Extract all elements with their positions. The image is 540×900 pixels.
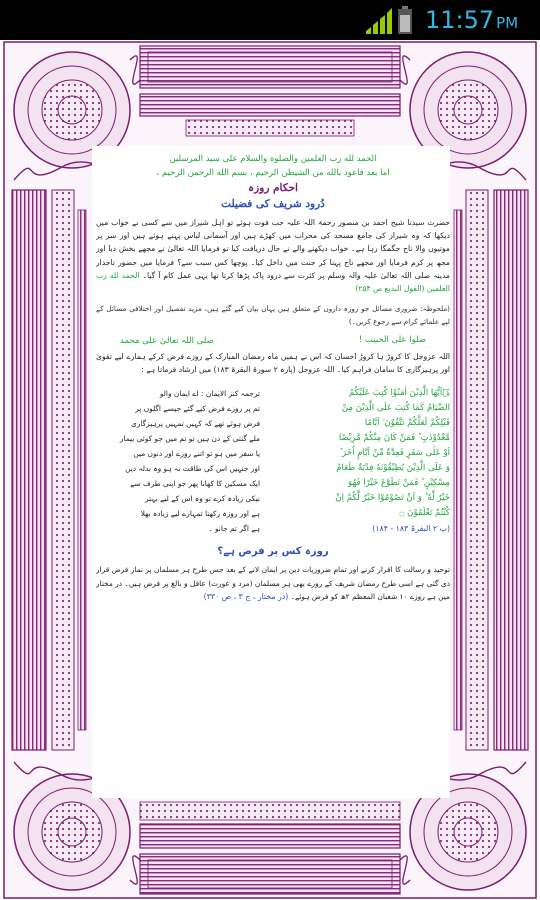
translation-line: ایک مسکین کا کھانا پھر جو اپنی طرف سے xyxy=(130,479,260,489)
translation-line: ہے اگر تم جانو ۔ xyxy=(208,524,260,534)
quran-line: كُنْتُمْ تَعْلَمُوْنَ ۝ xyxy=(399,508,450,519)
quran-line: مَّعْدُوْدٰتٍ ؕ فَمَنْ كَانَ مِنْكُمْ مَّرِیْضًا xyxy=(338,433,450,444)
translation-line: ترجمہ کنز الایمان : اے ایمان والو xyxy=(159,389,260,399)
durood-right: صلوا علی الحبیب ! xyxy=(358,334,426,345)
opening-line-1: الحمد لله رب العلمين والصلوة والسلام علی سید المرسلین xyxy=(169,154,377,164)
translation-line: ہے اور روزہ رکھنا تمہارے لیے زیادہ بھلا xyxy=(140,509,260,519)
quran-line: قَبْلِكُمْ لَعَلَّكُمْ تَتَّقُوْنَ ۙ اَیَّامًا xyxy=(364,418,450,429)
clock-ampm: PM xyxy=(496,14,519,32)
opening-line-2: اما بعد فاعوذ بالله من الشیطن الرجیم ، بسم الله الرحمن الرحیم ، xyxy=(156,168,390,178)
title-ahkam-roza: احکام روزہ xyxy=(248,182,298,194)
translation-line: فرض ہوئے تھے کہ کہیں تمہیں پرہیزگاری xyxy=(131,419,260,429)
quran-line: خَیْرٌ لَّهٗ ؕ وَ اَنْ تَصُوْمُوْا خَیْرٌ لَّكُمْ اِنْ xyxy=(335,493,450,504)
paragraph-1 xyxy=(96,216,450,295)
quran-translation-columns xyxy=(96,386,450,536)
paragraph-3-text: توحید و رسالت کا اقرار کرنے اور تمام ضروریات دین پر ایمان لانے کے بعد جس طرح ہر مسلمان پر نماز فرض قرار دی گئی ہے اسی طرح رمضان شریف کے روزے بھی ہر مسلمان (مرد و عورت) عاقل و بالغ پر فرض ہیں۔ در مختار میں ہے روزے ۱۰ شعبان المعظم ۲ھ کو فرض ہوئے۔ xyxy=(96,565,450,602)
paragraph-3 xyxy=(96,563,450,603)
translation-line: تم پر روزے فرض کیے گئے جیسے اگلوں پر xyxy=(135,404,260,414)
paragraph-1-end: الحمد لله رب العلمین xyxy=(96,270,450,294)
document-content xyxy=(96,152,450,798)
quran-line: مِسْكِیْنٍ ؕ فَمَنْ تَطَوَّعَ خَیْرًا فَهُوَ xyxy=(348,478,450,489)
quran-column xyxy=(270,386,450,536)
translation-column xyxy=(100,386,260,536)
quran-line: یٰۤاَیُّهَا الَّذِیْنَ اٰمَنُوْا كُتِبَ عَلَیْكُمُ xyxy=(348,388,450,399)
paragraph-1-ref: (القول البدیع ص ۲۵۴) xyxy=(355,284,425,294)
title-durood-fazilat: دُرود شریف کی فضیلت xyxy=(221,198,325,210)
battery-icon xyxy=(397,6,413,34)
paragraph-3-ref: (در مختار ، ج ۳ ، ص ۳۳۰) xyxy=(203,592,289,602)
quran-line: الصِّیَامُ كَمَا كُتِبَ عَلَى الَّذِیْنَ مِنْ xyxy=(341,403,450,414)
translation-line: یا سفر میں ہو تو اتنے روزے اور دنوں میں xyxy=(133,449,260,459)
quran-line: اَوْ عَلٰى سَفَرٍ فَعِدَّةٌ مِّنْ اَیَّامٍ اُخَرَ ؕ xyxy=(339,448,450,459)
translation-line: اور جنہیں اس کی طاقت نہ ہو وہ بدلہ دیں xyxy=(125,464,260,474)
durood-row xyxy=(96,335,450,346)
translation-line: نیکی زیادہ کرے تو وہ اس کے لیے بہتر xyxy=(145,494,260,504)
clock-time: 11:57 xyxy=(425,6,495,34)
subtitle-roza-farz: روزہ کس پر فرض ہے؟ xyxy=(217,546,329,558)
document-page[interactable] xyxy=(0,40,540,900)
status-bar xyxy=(0,0,540,40)
paragraph-1-text: حضرت سیدنا شیخ احمد بن منصور رحمۃ اللہ علیہ جب فوت ہوئے تو اہل شیراز میں سے کسی نے خواب میں دیکھا کہ وہ شیراز کی جامع مسجد کی محراب میں کھڑے ہیں اور آسمانی لباس پہنے ہوئے ہیں اور سر پر موتیوں والا تاج جگمگا رہا ہے۔ خواب دیکھنے والے نے حال دریافت کیا تو فرمایا اللہ تعالیٰ نے مجھے بخش دیا اور مجھ پر کرم فرمایا اور مجھے تاج پہنا کر جنت میں داخل کیا۔ پوچھا کس سبب سے؟ فرمایا میں حضور تاجدار مدینہ صلی اللہ تعالیٰ علیہ والہ وسلم پر کثرت سے درود پاک پڑھا کرتا تھا یہی عمل کام آ گیا۔ xyxy=(96,218,450,280)
note-paragraph: (ملحوظہ: ضروری مسائل جو روزہ داروں کے متعلق ہیں یہاں بیان کیے گئے ہیں، مزید تفصیل اور اختلافی مسائل کے لیے علمائے کرام سے رجوع کریں۔) xyxy=(96,304,450,327)
signal-bars-icon xyxy=(364,8,392,34)
paragraph-2: اللہ عزوجل کا کروڑ ہا کروڑ احسان کہ اس نے ہمیں ماہ رمضان المبارک کے روزے فرض کرکے ہمارے لیے تقویٰ اور پرہیزگاری کا سامان فراہم کیا۔ اللہ عزوجل (پارہ ۲ سورۃ البقرۃ ۱۸۳) میں ارشاد فرماتا ہے : xyxy=(96,351,450,375)
translation-line: ملے گنتی کے دن ہیں تو تم میں جو کوئی بیمار xyxy=(119,434,260,444)
quran-ref: (پ ۲ البقرۃ ۱۸۳ - ۱۸۴) xyxy=(372,524,450,534)
quran-line: وَ عَلَى الَّذِیْنَ یُطِیْقُوْنَهٗ فِدْیَةٌ طَعَامُ xyxy=(336,463,450,474)
durood-left: صلی اللہ تعالیٰ علی محمد xyxy=(120,335,214,346)
status-clock xyxy=(425,6,518,37)
